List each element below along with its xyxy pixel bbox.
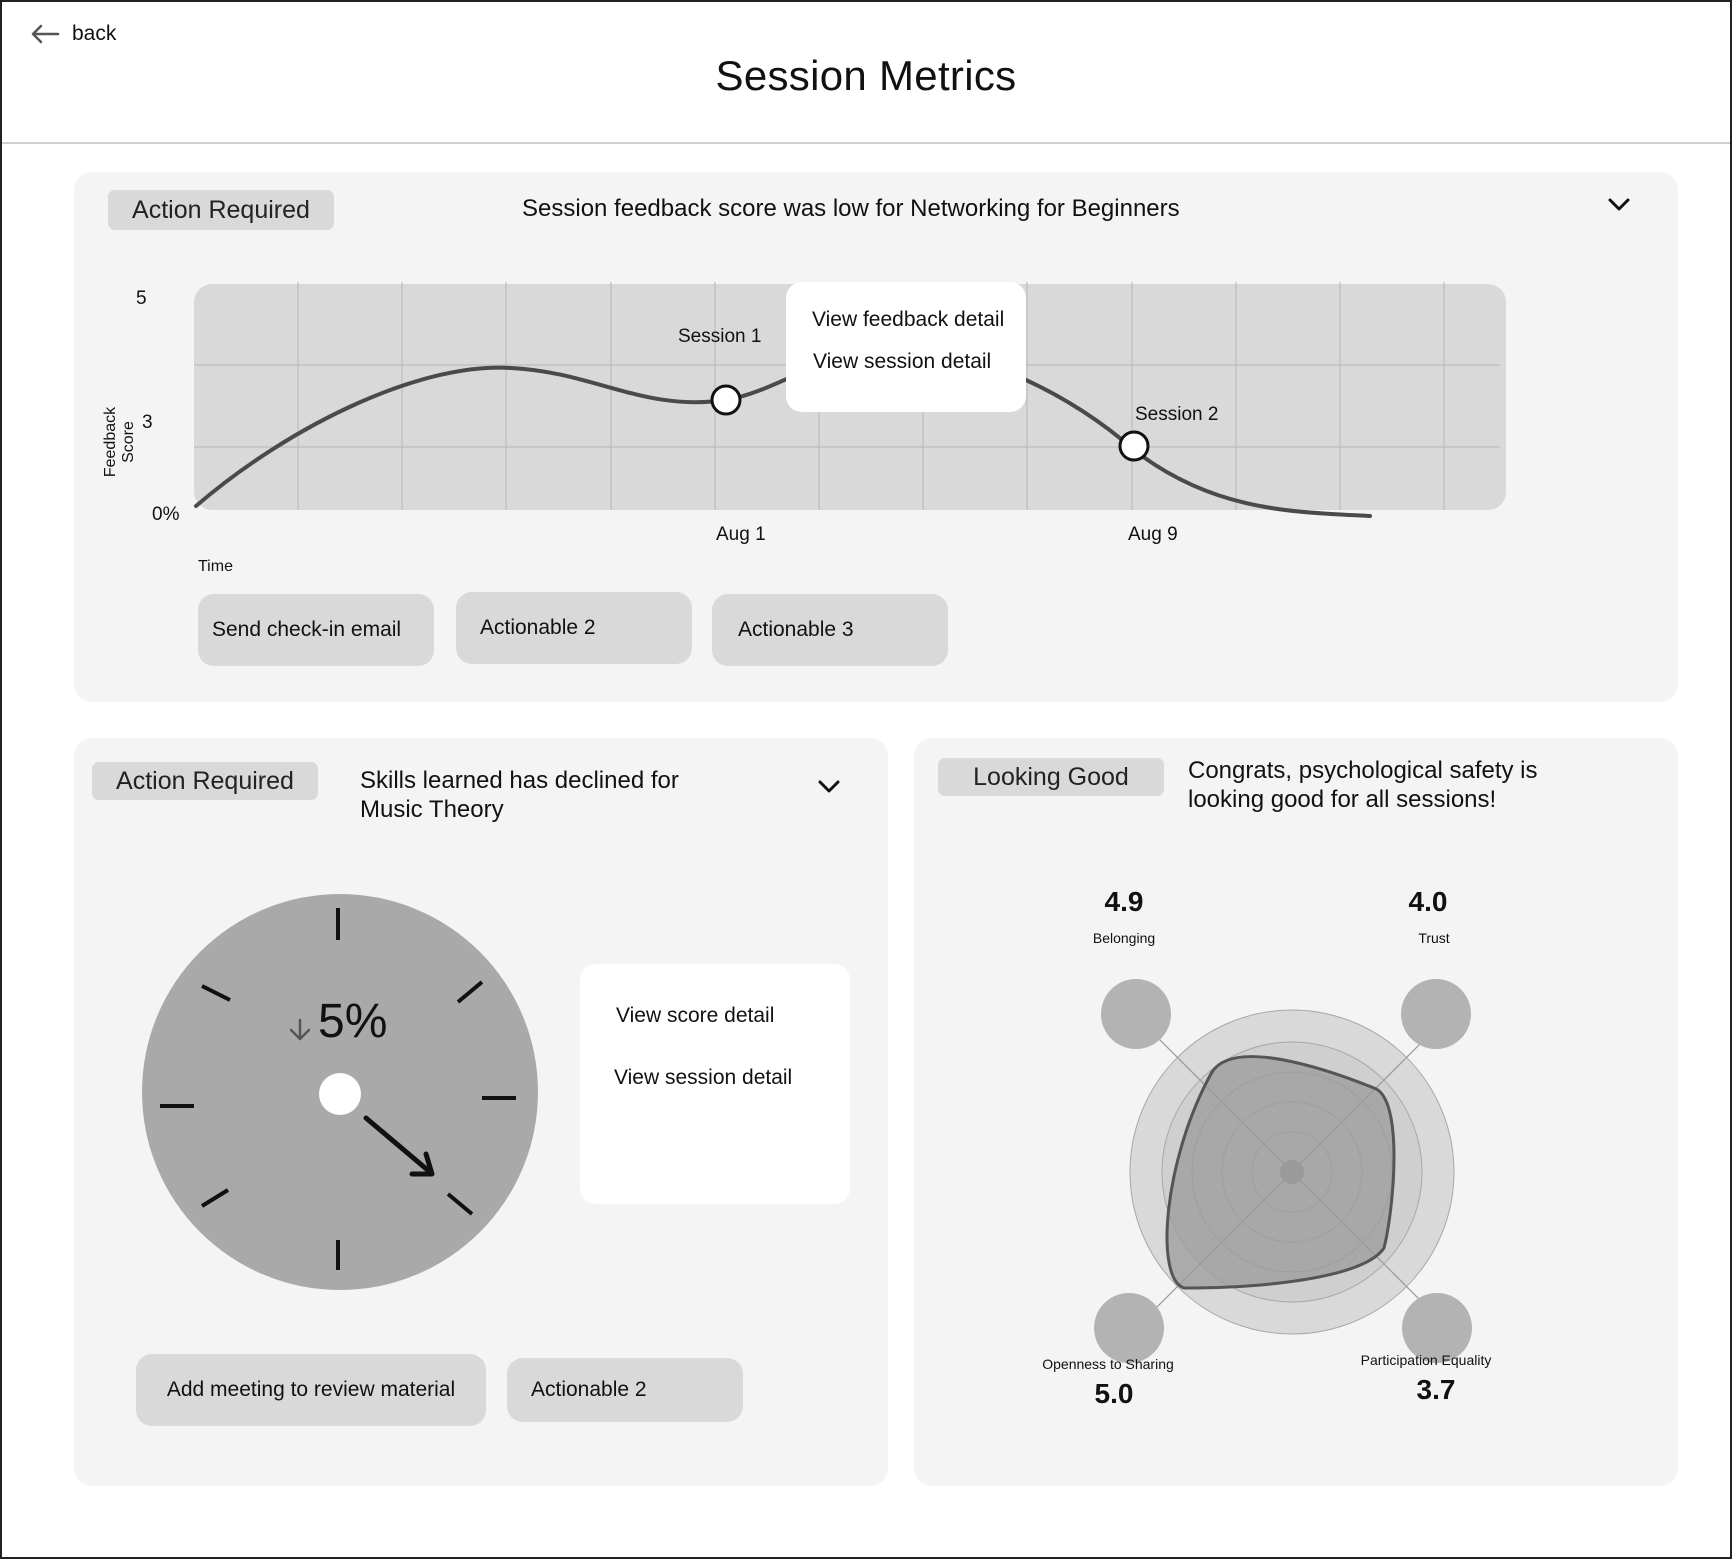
actionable-3-button[interactable]: Actionable 3 <box>712 594 948 666</box>
gauge-hub <box>319 1073 361 1115</box>
skills-alert-headline <box>360 766 679 825</box>
y-tick-label: 5 <box>136 288 147 309</box>
feedback-alert-headline: Session feedback score was low for Networking for Beginners <box>522 195 1180 222</box>
send-check-in-email-button[interactable]: Send check-in email <box>198 594 434 666</box>
psych-safety-card <box>914 738 1678 1486</box>
belonging-node[interactable] <box>1101 979 1171 1049</box>
view-session-detail-link[interactable]: View session detail <box>614 1066 793 1089</box>
trust-label: Trust <box>1418 930 1450 946</box>
x-tick-label: Aug 1 <box>716 524 766 545</box>
add-meeting-review-button[interactable]: Add meeting to review material <box>136 1354 486 1426</box>
action-required-badge: Action Required <box>92 762 318 800</box>
actionable-2-button[interactable]: Actionable 2 <box>507 1358 743 1422</box>
view-score-detail-link[interactable]: View score detail <box>616 1004 775 1027</box>
arrow-left-icon <box>30 24 60 44</box>
participation-value: 3.7 <box>1416 1374 1456 1405</box>
skills-alert-headline-line1: Skills learned has declined for <box>360 767 679 794</box>
back-button[interactable] <box>30 22 116 46</box>
view-feedback-detail-link[interactable]: View feedback detail <box>812 308 1005 331</box>
feedback-alert-card <box>74 172 1678 702</box>
action-required-badge: Action Required <box>108 190 334 230</box>
psych-safety-radar-chart <box>1084 958 1504 1378</box>
session-1-point-label: Session 1 <box>678 326 762 347</box>
gauge-value: 5% <box>318 995 388 1048</box>
looking-good-badge: Looking Good <box>938 758 1164 796</box>
belonging-value: 4.9 <box>1104 886 1144 917</box>
score-options-popover <box>580 964 850 1204</box>
session-options-popover <box>786 282 1026 412</box>
back-label: back <box>72 22 117 45</box>
skills-gauge <box>140 892 540 1292</box>
session-2-point-label: Session 2 <box>1135 404 1219 425</box>
psych-safety-headline-line1: Congrats, psychological safety is <box>1188 757 1538 784</box>
actionable-2-button[interactable]: Actionable 2 <box>456 592 692 664</box>
chevron-down-icon[interactable] <box>816 778 842 796</box>
session-2-point[interactable] <box>1120 432 1148 460</box>
trust-value: 4.0 <box>1408 886 1448 917</box>
y-tick-label: 0% <box>152 504 180 525</box>
view-session-detail-link[interactable]: View session detail <box>813 350 992 373</box>
psych-safety-headline-line2: looking good for all sessions! <box>1188 786 1497 814</box>
openness-label: Openness to Sharing <box>1042 1356 1174 1372</box>
x-axis-label: Time <box>198 558 233 575</box>
y-tick-label: 3 <box>142 412 153 433</box>
y-axis-label: Feedback Score <box>102 406 137 478</box>
x-tick-label: Aug 9 <box>1128 524 1178 545</box>
openness-node[interactable] <box>1094 1293 1164 1363</box>
trust-node[interactable] <box>1401 979 1471 1049</box>
session-1-point[interactable] <box>712 386 740 414</box>
radar-center <box>1280 1160 1304 1184</box>
participation-label: Participation Equality <box>1360 1352 1492 1368</box>
header-divider <box>2 142 1730 144</box>
skills-alert-card <box>74 738 888 1486</box>
openness-value: 5.0 <box>1094 1378 1134 1409</box>
chevron-down-icon[interactable] <box>1606 196 1632 214</box>
page-title: Session Metrics <box>715 52 1017 99</box>
belonging-label: Belonging <box>1092 930 1156 946</box>
skills-alert-headline-line2: Music Theory <box>360 796 504 824</box>
psych-safety-headline <box>1188 756 1538 815</box>
